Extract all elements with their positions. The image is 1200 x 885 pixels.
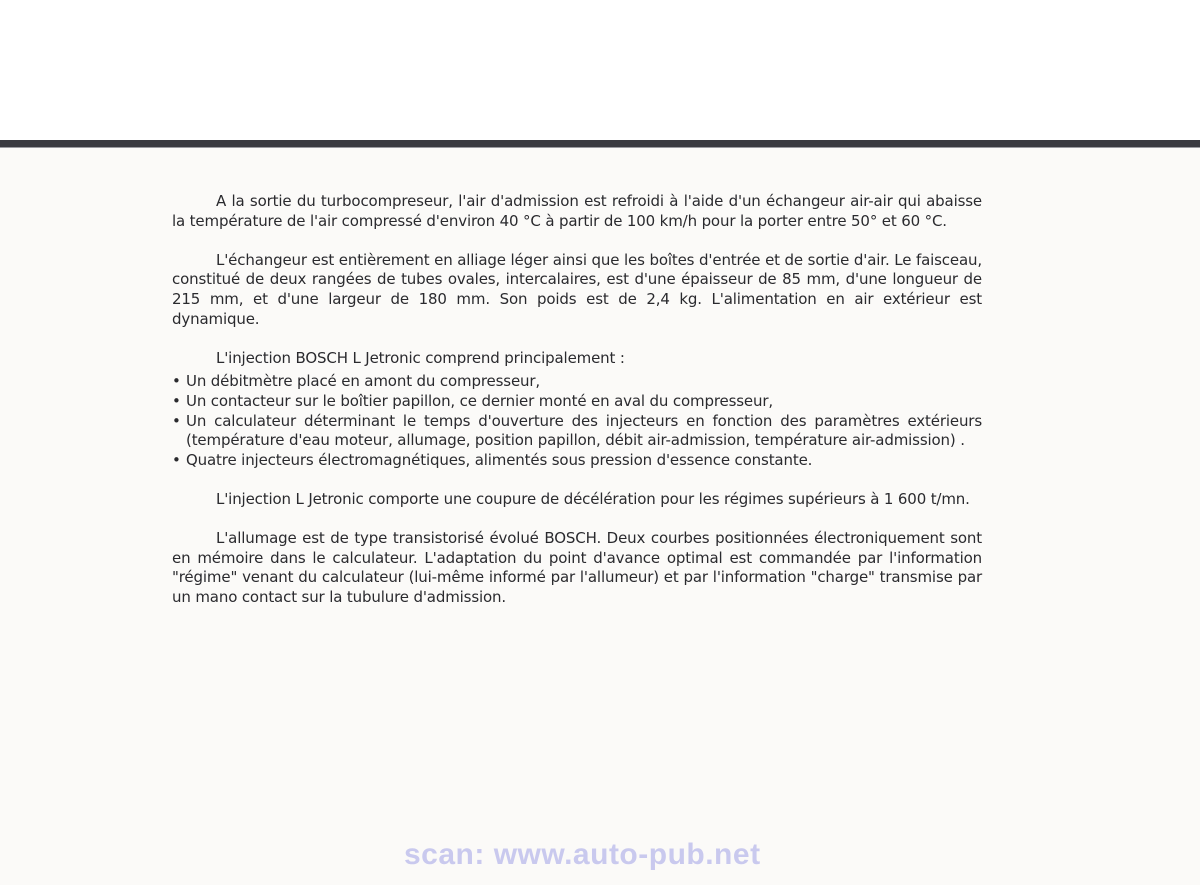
bullet-icon: •	[172, 372, 181, 391]
bullet-icon: •	[172, 411, 181, 430]
bullet-icon: •	[172, 391, 181, 410]
scan-watermark: scan: www.auto-pub.net	[404, 838, 761, 871]
paragraph-deceleration: L'injection L Jetronic comporte une coupure de décélération pour les régimes supérieurs à 1 600 t/mn.	[216, 489, 970, 508]
body-text	[172, 192, 982, 627]
paragraph-injection-intro: L'injection BOSCH L Jetronic comprend principalement :	[216, 348, 625, 367]
list-item: • Un contacteur sur le boîtier papillon, ce dernier monté en aval du compresseur,	[172, 391, 773, 410]
paragraph-exchanger: L'échangeur est entièrement en alliage léger ainsi que les boîtes d'entrée et de sortie d'air. Le faisceau, constitué de deux rangées de tubes ovales, intercalaires, est d'une épaisseur de 85 mm, d'une longueur de 215 mm, et d'une largeur de 180 mm. Son poids est de 2,4 kg. L'alimentation en air extérieur est dynamique.	[172, 250, 982, 328]
list-item: • Quatre injecteurs électromagnétiques, alimentés sous pression d'essence constante.	[172, 450, 813, 469]
top-margin	[0, 0, 1200, 140]
list-item: • Un calculateur déterminant le temps d'ouverture des injecteurs en fonction des paramètres extérieurs (température d'eau moteur, allumage, position papillon, débit air-admission, température air-admission) .	[172, 411, 982, 450]
bullet-icon: •	[172, 450, 181, 469]
injection-component-list	[172, 372, 982, 470]
paragraph-intercooler: A la sortie du turbocompreseur, l'air d'admission est refroidi à l'aide d'un échangeur air-air qui abaisse la température de l'air compressé d'environ 40 °C à partir de 100 km/h pour la porter entre 50° et 60 °C.	[172, 192, 982, 230]
paragraph-ignition: L'allumage est de type transistorisé évolué BOSCH. Deux courbes positionnées électroniquement sont en mémoire dans le calculateur. L'adaptation du point d'avance optimal est commandée par l'information "régime" venant du calculateur (lui-même informé par l'allumeur) et par l'information "charge" transmise par un mano contact sur la tubulure d'admission.	[172, 529, 982, 606]
header-rule	[0, 140, 1200, 148]
list-item: • Un débitmètre placé en amont du compresseur,	[172, 372, 541, 391]
